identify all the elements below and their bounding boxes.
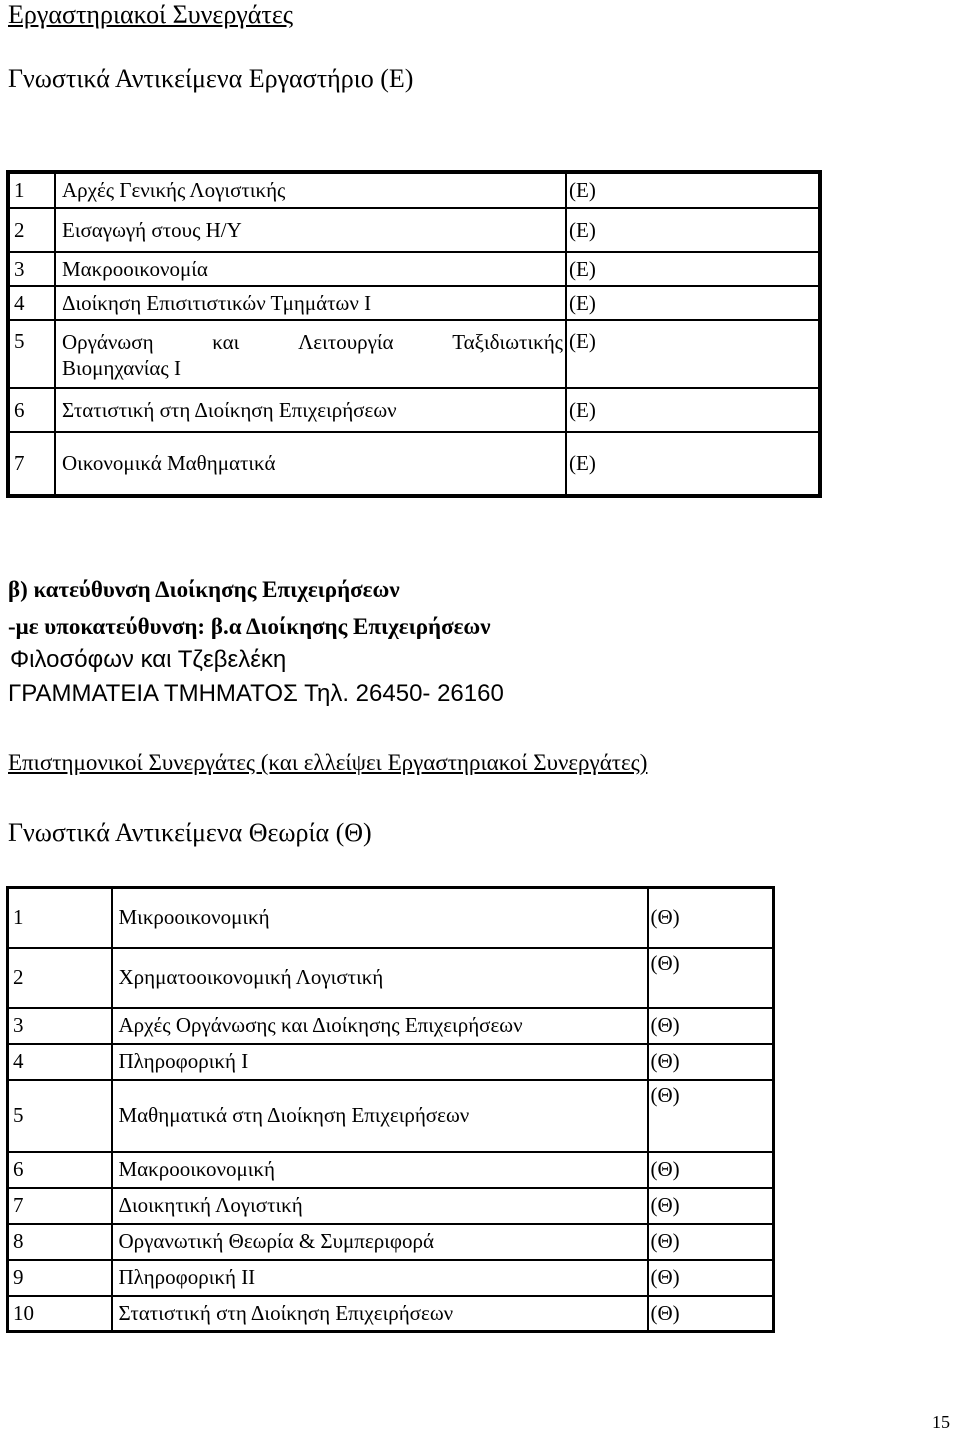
table-row xyxy=(8,388,820,432)
course-code: (Ε) xyxy=(566,388,820,432)
course-number: 3 xyxy=(8,1008,112,1044)
lab-courses-table xyxy=(6,170,822,498)
table-row xyxy=(8,252,820,286)
course-number: 7 xyxy=(8,432,55,496)
title-word: Οργάνωση xyxy=(62,330,154,354)
course-code: (Θ) xyxy=(648,1188,774,1224)
course-title: Μακροοικονομική xyxy=(112,1152,648,1188)
course-number: 4 xyxy=(8,1044,112,1080)
course-title: Στατιστική στη Διοίκηση Επιχειρήσεων xyxy=(55,388,566,432)
course-number: 7 xyxy=(8,1188,112,1224)
course-code: (Ε) xyxy=(566,172,820,208)
table-row xyxy=(8,1260,774,1296)
course-title-line-1 xyxy=(62,329,565,355)
course-number: 8 xyxy=(8,1224,112,1260)
course-code: (Ε) xyxy=(566,208,820,252)
table-row xyxy=(8,1008,774,1044)
table-row xyxy=(8,1188,774,1224)
course-code: (Θ) xyxy=(648,1152,774,1188)
direction-heading: β) κατεύθυνση Διοίκησης Επιχειρήσεων xyxy=(8,577,400,602)
course-number: 5 xyxy=(8,320,55,388)
course-number: 1 xyxy=(8,172,55,208)
course-code: (Θ) xyxy=(648,1080,774,1152)
page-number: 15 xyxy=(932,1412,950,1432)
secretariat-line: ΓΡΑΜΜΑΤΕΙΑ ΤΜΗΜΑΤΟΣ Τηλ. 26450- 26160 xyxy=(8,680,504,707)
address-line: Φιλοσόφων και Τζεβελέκη xyxy=(10,646,287,673)
course-number: 3 xyxy=(8,252,55,286)
course-code: (Ε) xyxy=(566,432,820,496)
subdirection-heading: -με υποκατεύθυνση: β.α Διοίκησης Επιχειρήσεων xyxy=(8,614,491,639)
course-code: (Ε) xyxy=(566,320,820,388)
course-number: 10 xyxy=(8,1296,112,1332)
scientific-partners-heading: Επιστημονικοί Συνεργάτες (και ελλείψει Εργαστηριακοί Συνεργάτες) xyxy=(8,750,648,775)
course-title xyxy=(55,320,566,388)
lab-partners-heading: Εργαστηριακοί Συνεργάτες xyxy=(8,0,294,29)
course-title: Μικροοικονομική xyxy=(112,888,648,948)
course-title: Πληροφορική Ι xyxy=(112,1044,648,1080)
course-title: Χρηματοοικονομική Λογιστική xyxy=(112,948,648,1008)
course-title: Μαθηματικά στη Διοίκηση Επιχειρήσεων xyxy=(112,1080,648,1152)
table-row xyxy=(8,888,774,948)
table-row xyxy=(8,432,820,496)
course-code: (Θ) xyxy=(648,1260,774,1296)
table-row xyxy=(8,208,820,252)
course-number: 2 xyxy=(8,948,112,1008)
course-number: 6 xyxy=(8,388,55,432)
table-row xyxy=(8,1044,774,1080)
course-title: Οργανωτική Θεωρία & Συμπεριφορά xyxy=(112,1224,648,1260)
table-row xyxy=(8,1152,774,1188)
course-code: (Ε) xyxy=(566,252,820,286)
table-row xyxy=(8,948,774,1008)
table-row xyxy=(8,286,820,320)
course-title-line-2: Βιομηχανίας Ι xyxy=(62,356,181,380)
course-title: Οικονομικά Μαθηματικά xyxy=(55,432,566,496)
course-code: (Θ) xyxy=(648,1296,774,1332)
title-word: και xyxy=(212,330,240,354)
table-row xyxy=(8,1296,774,1332)
lab-subjects-heading: Γνωστικά Αντικείμενα Εργαστήριο (Ε) xyxy=(8,64,414,93)
course-code: (Ε) xyxy=(566,286,820,320)
course-title: Εισαγωγή στους Η/Υ xyxy=(55,208,566,252)
course-code: (Θ) xyxy=(648,888,774,948)
theory-subjects-heading: Γνωστικά Αντικείμενα Θεωρία (Θ) xyxy=(8,818,372,847)
title-word: Λειτουργία xyxy=(298,330,394,354)
title-word: Ταξιδιωτικής xyxy=(452,330,563,354)
course-title: Διοικητική Λογιστική xyxy=(112,1188,648,1224)
course-title: Αρχές Γενικής Λογιστικής xyxy=(55,172,566,208)
table-row xyxy=(8,1224,774,1260)
course-title: Στατιστική στη Διοίκηση Επιχειρήσεων xyxy=(112,1296,648,1332)
table-row xyxy=(8,172,820,208)
course-title: Αρχές Οργάνωσης και Διοίκησης Επιχειρήσεων xyxy=(112,1008,648,1044)
course-number: 1 xyxy=(8,888,112,948)
course-number: 4 xyxy=(8,286,55,320)
theory-courses-table xyxy=(6,886,775,1333)
course-number: 5 xyxy=(8,1080,112,1152)
course-number: 6 xyxy=(8,1152,112,1188)
table-row xyxy=(8,320,820,388)
course-title: Διοίκηση Επισιτιστικών Τμημάτων Ι xyxy=(55,286,566,320)
course-title: Πληροφορική ΙΙ xyxy=(112,1260,648,1296)
course-code: (Θ) xyxy=(648,1044,774,1080)
course-code: (Θ) xyxy=(648,1224,774,1260)
course-number: 9 xyxy=(8,1260,112,1296)
course-code: (Θ) xyxy=(648,948,774,1008)
course-title: Μακροοικονομία xyxy=(55,252,566,286)
table-row xyxy=(8,1080,774,1152)
course-code: (Θ) xyxy=(648,1008,774,1044)
course-number: 2 xyxy=(8,208,55,252)
